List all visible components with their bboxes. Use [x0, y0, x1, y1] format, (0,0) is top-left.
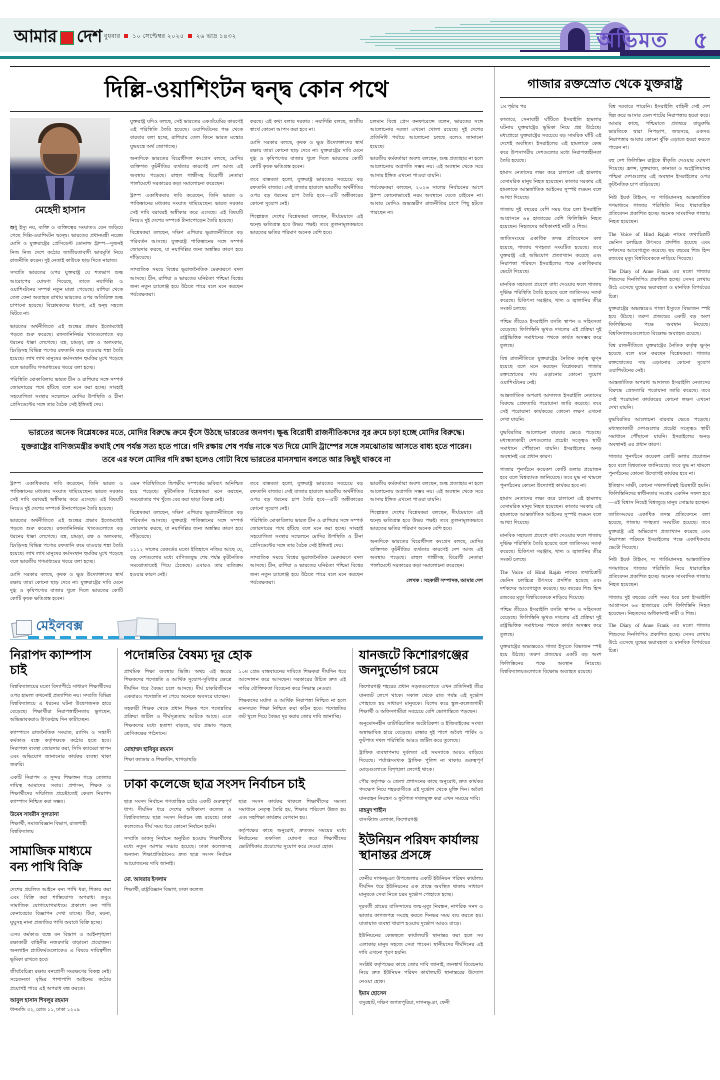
letters-grid	[10, 648, 483, 1015]
lead-paragraph: ভারতীয় কর্মকর্তারা অবশ্য বলছেন, শুল্ক প্রত্যাহার না হলে আলোচনায় অগ্রগতি সম্ভব নয়। এই অবস্থান থেকে সরে আসার ইঙ্গিত এখনো পাওয়া যায়নি।	[370, 156, 483, 179]
right-column-1	[500, 103, 602, 680]
lead-paragraph: তবে বাস্তবতা হলো, যুক্তরাষ্ট্র ভারতের সবচেয়ে বড় রফতানি বাজার। সেই বাজার হারালে ভারতীয় অর্থনীতির ওপর বড় ধরনের চাপ তৈরি হবে—এটি অস্বীকারের কোনো সুযোগ নেই।	[250, 481, 363, 512]
lead-headline-rule	[10, 111, 483, 112]
right-paragraph: মানবিক সহায়তা প্রবেশে বাধা দেওয়ার ফলে গাজায় দুর্ভিক্ষ পরিস্থিতি তৈরি হয়েছে বলে জাতিসংঘ সতর্ক করেছে। চিকিৎসা সরঞ্জাম, খাদ্য ও জ্বালানির তীব্র সংকট চলছে।	[499, 532, 602, 564]
letter-paragraph: ছাত্র সংসদ নির্বাচন গণতান্ত্রিক চর্চার একটি গুরুত্বপূর্ণ ধাপ। দীর্ঘদিন ধরে দেশের অধিকাংশ কলেজ ও বিশ্ববিদ্যালয়ে ছাত্র সংসদ নির্বাচন বন্ধ রয়েছে। ঢাকা কলেজেও দীর্ঘ সময় ধরে কোনো নির্বাচন হয়নি।	[124, 799, 232, 830]
newspaper-logo[interactable]	[14, 24, 102, 52]
right-paragraph: গাজায় দুই বছরের বেশি সময় ধরে চলা ইসরাইলি আগ্রাসনে ৬৪ হাজারের বেশি ফিলিস্তিনি নিহত হয়েছেন। নিহতদের অধিকাংশই নারী ও শিশু।	[608, 594, 711, 617]
right-paragraph: মানবিক সহায়তা প্রবেশে বাধা দেওয়ার ফলে গাজায় দুর্ভিক্ষ পরিস্থিতি তৈরি হয়েছে বলে জাতিসংঘ সতর্ক করেছে। চিকিৎসা সরঞ্জাম, খাদ্য ও জ্বালানির তীব্র সংকট চলছে।	[499, 281, 602, 313]
right-paragraph: কাতারে, সেনাবাহী ঘাঁটিতে ইসরাইলি হামলার ঘটনায় যুক্তরাষ্ট্রের ভূমিকা নিয়ে প্রশ্ন উঠেছে। মধ্যপ্রাচ্যে যুক্তরাষ্ট্রের সবচেয়ে বড় সামরিক ঘাঁটি এই দেশেই অবস্থিত। ইসরাইলের এই হামলাকে কেন্দ্র করে উপসাগরীয় দেশগুলোর মধ্যে নিরাপত্তাহীনতা তৈরি হয়েছে।	[499, 116, 602, 164]
lead-paragraph: ১১১২ সালের রেকর্ডের মতো ইতিহাসে নজির আছে যে, বড় দেশগুলোর মধ্যে বাণিজ্যযুদ্ধ শেষ পর্যন্ত কূটনৈতিক সমঝোতাতেই গিয়ে ঠেকেছে। এবারও তার ব্যতিক্রম হওয়ার কারণ নেই।	[130, 546, 243, 578]
pull-quote: ভারতের অনেক বিশ্লেষকের মতে, মোদির বিরুদ্ধে ক্রমে ফুঁসে উঠছে ভারতের জনগণ। ক্ষুব্ধ বিরোধী রাজনীতিকদের সুর ক্রমে চড়া হচ্ছে মোদির বিরুদ্ধে। যুক্তরাষ্ট্রের বাণিজ্যমন্ত্রীর কথাই শেষ পর্যন্ত সত্য হতে পারে। গদি রক্ষায় শেষ পর্যন্ত নাকে খত দিয়ে মোদি ট্রাম্পের সঙ্গে সমঝোতায় আসতে বাধ্য হতে পারেন। তবে এর ফলে মোদির গদি রক্ষা হলেও গোটা বিশ্বে ভারতের মানসম্মান বলতে আর কিছুই থাকবে না	[10, 419, 483, 473]
dateline-gregorian: ১০ সেপ্টেম্বর ২০২৫	[132, 33, 185, 40]
letter-paragraph: ফেনীর দাগনভূঞা উপজেলার একটি ইউনিয়ন পরিষদ কার্যালয় দীর্ঘদিন ধরে ইউনিয়নের এক প্রান্তে অবস্থিত থাকায় সাধারণ মানুষকে সেবা নিতে চরম দুর্ভোগ পোহাতে হচ্ছে।	[359, 875, 483, 898]
lead-paragraph: এমন পরিস্থিতিতে দ্বিপক্ষীয় সম্পর্কের ভবিষ্যৎ অনিশ্চিত হয়ে পড়েছে। কূটনৈতিক বিশ্লেষকরা মনে করছেন, সমঝোতার পথ খুঁজে বের করা ছাড়া বিকল্প নেই।	[130, 481, 243, 504]
letter-signature	[10, 998, 111, 1015]
lead-paragraph: চলমান বিশ্বে প্রেস কনফারেন্সে বলেন, ভারতের সঙ্গে আলোচনার দরজা এখনো খোলা রয়েছে। দুই দেশের প্রতিনিধি পর্যায়ে আলোচনা চলছে বলেও জানানো হয়েছে।	[370, 119, 483, 150]
lead-column-3	[250, 118, 363, 413]
author-credit: লেখক : সহকারী সম্পাদক, আমার দেশ	[406, 577, 483, 584]
lead-paragraph: বিশ্লেষকরা বলছেন, দক্ষিণ এশিয়ার ভূরাজনীতিতে বড় পরিবর্তন আসছে। যুক্তরাষ্ট্র পাকিস্তানের সঙ্গে সম্পর্ক জোরদার করছে, যা নয়াদিল্লির জন্য অস্বস্তির কারণ হয়ে দাঁড়িয়েছে।	[130, 509, 243, 541]
letter-author-name: মো. আবরার ইসলাম	[124, 877, 167, 884]
lead-bottom-column-1	[10, 480, 123, 608]
lead-bottom-column-3	[250, 480, 363, 608]
lead-paragraph: মোদি সরকার বলছে, কৃষক ও ক্ষুদ্র উদ্যোক্তাদের স্বার্থ রক্ষায় তারা কোনো ছাড় দেবে না। যুক্তরাষ্ট্রের দাবি মেনে দুগ্ধ ও কৃষিপণ্যের বাজার খুলে দিলে ভারতের কোটি কোটি কৃষক ক্ষতিগ্রস্ত হবেন।	[250, 139, 363, 171]
letter-author-address: শিক্ষার্থী, রাষ্ট্রবিজ্ঞান বিভাগ, ঢাকা কলেজ	[124, 886, 204, 893]
mailbox-header	[10, 617, 483, 643]
letter-paragraph: সম্প্রতি ডাকসু নির্বাচন অনুষ্ঠিত হওয়ায় শিক্ষার্থীদের মধ্যে নতুন আশার সঞ্চার হয়েছে। ঢাকা কলেজসহ অন্যান্য শিক্ষাপ্রতিষ্ঠানেও দ্রুত ছাত্র সংসদ নির্বাচন আয়োজনের দাবি জানাই।	[124, 836, 232, 867]
letter-paragraph: শিক্ষকদের মর্যাদা ও আর্থিক নিরাপত্তা নিশ্চিত না হলে মানসম্মত শিক্ষা নিশ্চিত করা কঠিন হবে। পদোন্নতির জট খুলে দিয়ে বৈষম্য দূর করার জোর দাবি জানাচ্ছি।	[238, 698, 346, 721]
lead-paragraph: অন্যদিকে ভারতের বিরোধীদল কংগ্রেস বলছে, মোদির ব্যক্তিগত কূটনীতির ব্যর্থতার কারণেই দেশ আজ এই অবস্থায় পড়েছে। রাহুল গান্ধীসহ বিরোধী নেতারা পার্লামেন্টে সরকারের কড়া সমালোচনা করেছেন।	[370, 538, 483, 570]
mailbox-label: মেইলবক্স	[36, 617, 84, 633]
lead-paragraph: শিল্পোন্নত দেশের বিশ্লেষকরা বলছেন, দীর্ঘমেয়াদে এই দ্বন্দ্বে ক্ষতিগ্রস্ত হবে উভয় পক্ষই। তবে তুলনামূলকভাবে ভারতের ক্ষতির পরিমাণ অনেক বেশি হবে।	[370, 509, 483, 533]
right-paragraph: গাজায় দুই বছরের বেশি সময় ধরে চলা ইসরাইলি আগ্রাসনে ৬৪ হাজারের বেশি ফিলিস্তিনি নিহত হয়েছেন। নিহতদের অধিকাংশই নারী ও শিশু।	[499, 207, 602, 230]
letter-title: নিরাপদ ক্যাম্পাস চাই	[10, 647, 92, 677]
lead-bottom-column-2	[130, 480, 243, 608]
letter-author-name: উমেষ সাবরীন সুলতানা	[10, 811, 59, 818]
letter-author-name: আবুল হাসান শিবলুর রহমান	[10, 997, 69, 1004]
author-name: মেহেদী হাসান	[34, 206, 86, 217]
lead-paragraph: ভারতের অর্থনীতিতে এই শুল্কের প্রভাব ইতোমধ্যেই পড়তে শুরু করেছে। রফতানিনির্ভর খাতগুলোতে বড় ধরনের ধাক্কা লেগেছে। বস্ত্র, চামড়া, রত্ন ও অলংকার, চিংড়িসহ বিভিন্ন পণ্যের রফতানি কমে যাওয়ার শঙ্কা তৈরি হয়েছে। লাখ লাখ মানুষের কর্মসংস্থান হুমকির মুখে পড়েছে বলে ভারতীয় গণমাধ্যমের খবরে বলা হচ্ছে।	[10, 518, 123, 565]
author-photo	[10, 118, 110, 200]
right-paragraph: The Diary of Anne Frank এর মতো গাজার শিশুদের দিনলিপিও প্রকাশিত হচ্ছে। সেসব লেখায় উঠে এসেছে যুদ্ধের ভয়াবহতা ও মানবিক বিপর্যয়ের চিত্র।	[608, 623, 711, 654]
right-paragraph: যুদ্ধবিরতির আলোচনা বারবার ভেঙে পড়েছে। মধ্যস্থতাকারী দেশগুলোর প্রচেষ্টা সত্ত্বেও স্থায়ী সমাধানে পৌঁছানো যায়নি। ইসরাইলের অনড় অবস্থানই এর প্রধান কারণ।	[608, 417, 711, 448]
lead-paragraph: পরিস্থিতি মোকাবিলায় ভারত চীন ও রাশিয়ার সঙ্গে সম্পর্ক জোরদারের পথে হাঁটছে বলে মনে করা হচ্ছে। সাংহাই সহযোগিতা সংস্থার সম্মেলনে মোদির উপস্থিতি ও চীনা প্রেসিডেন্টের সঙ্গে তার বৈঠক সেই ইঙ্গিতই দেয়।	[250, 518, 363, 549]
right-paragraph: বিশ্ব দরবারে পারেনি। ইসরাইলি বাহিনী সেই দেশ ছিন্ন করে আসার ডেল শাটের নিরাপত্তার হয়রা করে। আমার কাছে, পশ্চিমাতে প্রতম্বরে বাড়ুরুদ্ধি ভারতিকে দ্বারা নিপড়াপ, জন্মসরে, একসঙ নিরাপত্তার আবার কোনো ঝুঁকি এড়াতে হয়রা করতে পারেন না।	[608, 104, 711, 152]
lead-bottom-column-4	[370, 480, 483, 608]
letter-author-address: শিক্ষার্থী, সমাজবিজ্ঞান বিভাগ, রাজশাহী বিশ্ববিদ্যালয়	[10, 821, 87, 835]
page-body	[0, 66, 720, 1015]
letter-two-col	[124, 798, 346, 872]
letter-paragraph: ক্যাম্পাসে রাজনৈতিক সংঘাত, র‍্যাগিং ও সন্ত্রাসী কর্মকাণ্ড বন্ধে কর্তৃপক্ষকে কঠোর হতে হবে। নিরাপত্তা ব্যবস্থা জোরদার করা, সিসি ক্যামেরা স্থাপন এবং অভিযোগ জানানোর কার্যকর ব্যবস্থা থাকা জরুরি।	[10, 729, 111, 769]
letter-paragraph: জীববৈচিত্র্য রক্ষায় বন্যপ্রাণী সংরক্ষণের বিকল্প নেই। সচেতনতা বৃদ্ধির পাশাপাশি আইনের কঠোর প্রয়োগই পারে এই অপরাধ বন্ধ করতে।	[10, 969, 111, 992]
letter-paragraph: একটি নিরাপদ ও সুন্দর শিক্ষাঙ্গন গড়ে তোলার দায়িত্ব আমাদের সবার। প্রশাসন, শিক্ষক ও শিক্ষার্থীদের সম্মিলিত প্রচেষ্টাতেই কেবল নিরাপদ ক্যাম্পাস নিশ্চিত করা সম্ভব।	[10, 774, 111, 806]
lead-paragraph: অন্যদিকে ভারতের বিরোধীদল কংগ্রেস বলছে, মোদির ব্যক্তিগত কূটনীতির ব্যর্থতার কারণেই দেশ আজ এই অবস্থায় পড়েছে। রাহুল গান্ধীসহ বিরোধী নেতারা পার্লামেন্টে সরকারের কড়া সমালোচনা করেছেন।	[130, 156, 243, 187]
letter-paragraph: কর্তৃপক্ষের কাছে অনুরোধ, দ্রুততম সময়ের মধ্যে নির্বাচনের তফসিল ঘোষণা করে শিক্ষার্থীদের ভোটাধিকার প্রয়োগের সুযোগ করে দেওয়া হোক।	[238, 827, 346, 851]
letter-paragraph: অনুমোদনহীন ব্যাটারিচালিত অটোরিকশা ও ইজিবাইকের সংখ্যা অস্বাভাবিক হারে বেড়েছে। রাস্তার দুই পাশে অবৈধ পার্কিং ও ফুটপাত দখল পরিস্থিতি আরও জটিল করে তুলেছে।	[359, 721, 483, 744]
letter-two-col	[124, 668, 346, 742]
letter-separator-rule	[124, 770, 346, 771]
letter-paragraph: পৌর কর্তৃপক্ষ ও জেলা প্রশাসনের কাছে অনুরোধ, দ্রুত কার্যকর পদক্ষেপ নিয়ে শহরবাসীকে এই দুর্ভোগ থেকে মুক্তি দিন। অবৈধ যানবাহন নিয়ন্ত্রণ ও ফুটপাত দখলমুক্ত করা এখন সময়ের দাবি।	[359, 779, 483, 802]
letter-author-address: বসুরহাট, দক্ষিণ জগতপুরিয়া, দাগনভূঞা, ফেনী	[359, 1000, 450, 1007]
letter-author-address: ধানমন্ডি ৩২, রোড ১১, ঢাকা ১২০৯	[10, 1007, 80, 1014]
letter-signature	[10, 812, 111, 837]
right-paragraph: পশ্চিম তীরেও ইসরাইলি বসতি স্থাপন ও সহিংসতা বেড়েছে। ফিলিস্তিনি ভূখণ্ড দখলের এই প্রক্রিয়া দুই রাষ্ট্রভিত্তিক সমাধানের পথকে কার্যত অসম্ভব করে তুলছে।	[499, 318, 602, 350]
lead-paragraph: সম্প্রতি ভারতের ওপর যুক্তরাষ্ট্র যে শতভাগ শুল্ক আরোপের ঘোষণা দিয়েছে, তাতে নয়াদিল্লি ও ওয়াশিংটনের সম্পর্ক নতুন মাত্রা পেয়েছে। রাশিয়া থেকে তেল কেনা অব্যাহত রাখায় ভারতের ওপর অতিরিক্ত শুল্ক চাপানো হয়েছে। বিশ্লেষকদের ধারণা, এই দ্বন্দ্ব সহজে মিটবে না।	[10, 270, 123, 318]
right-paragraph: হামাস নেতাদের লক্ষ্য করে চালানো এই হামলায় বেসামরিক মানুষ নিহত হয়েছেন। কাতার সরকার এই হামলাকে আন্তর্জাতিক আইনের সুস্পষ্ট লঙ্ঘন বলে আখ্যা দিয়েছে।	[499, 170, 602, 201]
masthead-underline-inner	[0, 59, 720, 60]
lead-paragraph: ভারতের অর্থনীতিতে এই শুল্কের প্রভাব ইতোমধ্যেই পড়তে শুরু করেছে। রফতানিনির্ভর খাতগুলোতে বড় ধরনের ধাক্কা লেগেছে। বস্ত্র, চামড়া, রত্ন ও অলংকার, চিংড়িসহ বিভিন্ন পণ্যের রফতানি কমে যাওয়ার শঙ্কা তৈরি হয়েছে। লাখ লাখ মানুষের কর্মসংস্থান হুমকির মুখে পড়েছে বলে ভারতীয় গণমাধ্যমের খবরে বলা হচ্ছে।	[10, 323, 123, 371]
lead-paragraph: ট্রাম্প একাধিকবার দাবি করেছেন, তিনি ভারত ও পাকিস্তানের মধ্যকার সংঘাত থামিয়েছেন। ভারত সরকার সেই দাবি বরাবরই অস্বীকার করে এসেছে। এই বিষয়টি নিয়েও দুই দেশের সম্পর্কে টানাপোড়েন তৈরি হয়েছে।	[10, 481, 123, 512]
lead-headline: দিল্লি-ওয়াশিংটন দ্বন্দ্ব কোন পথে	[104, 77, 389, 102]
letter-title-rule	[359, 869, 483, 870]
right-headline: গাজার রক্তস্রোত থেকে যুক্তরাষ্ট্র	[527, 77, 683, 91]
right-paragraph: গাজার পুনর্গঠনে কয়েকশ কোটি ডলার প্রয়োজন হবে বলে বিশ্বব্যাংক জানিয়েছে। তবে যুদ্ধ না থামলে পুনর্গঠনের কোনো উদ্যোগই কার্যকর হবে না।	[608, 454, 711, 477]
right-headline-rule	[500, 97, 710, 98]
letter-paragraph: বিশ্ববিদ্যালয়ের মতো বিদ্যাপীঠে সাধারণ শিক্ষার্থীদের ওপর হামলা কখনোই প্রত্যাশিত নয়। সম্প্রতি বিভিন্ন বিশ্ববিদ্যালয়ে এ ধরনের ঘটনা উদ্বেগজনক হারে বেড়েছে। শিক্ষার্থীরা নিরাপত্তাহীনতায় ভুগছেন, অভিভাবকরাও উৎকণ্ঠায় দিন কাটাচ্ছেন।	[10, 684, 111, 724]
letter-paragraph: ছাত্র সংসদ কার্যকর থাকলে শিক্ষার্থীদের সমস্যা সমাধানে নেতৃত্ব তৈরি হয়, শিক্ষার পরিবেশ উন্নত হয় এবং সহশিক্ষা কার্যক্রম বেগবান হয়।	[238, 799, 346, 822]
lead-paragraph: বিশ্লেষকরা বলছেন, দক্ষিণ এশিয়ার ভূরাজনীতিতে বড় পরিবর্তন আসছে। যুক্তরাষ্ট্র পাকিস্তানের সঙ্গে সম্পর্ক জোরদার করছে, যা নয়াদিল্লির জন্য অস্বস্তির কারণ হয়ে দাঁড়িয়েছে।	[130, 230, 243, 261]
lead-paragraph: সাম্প্রতিক সময়ে বিশ্বের ভূরাজনৈতিক মেরুকরণে বদল আসছে। চীন, রাশিয়া ও ভারতের ঘনিষ্ঠতা পশ্চিমা বিশ্বের জন্য নতুন চ্যালেঞ্জ হয়ে উঠতে পারে বলে মনে করছেন পর্যবেক্ষকরা।	[130, 267, 243, 298]
letter-paragraph: ট্রাফিক ব্যবস্থাপনায় দুর্বলতা এই সমস্যাকে আরও বাড়িয়ে দিয়েছে। পর্যাপ্তসংখ্যক ট্রাফিক পুলিশ না থাকায় গুরুত্বপূর্ণ মোড়গুলোতে বিশৃঙ্খলা লেগেই থাকে।	[359, 750, 483, 773]
main-vertical-divider	[494, 67, 495, 1015]
letters-column-1	[10, 648, 117, 1015]
lead-paragraph: করছে। এই কথা বলার দরকার : নয়াদিল্লি বলছে, জাতীয় স্বার্থে কোনো আপস করা হবে না।	[250, 119, 363, 134]
right-paragraph: বহু দেশ ফিলিস্তিন রাষ্ট্রকে স্বীকৃতি দেওয়ার ঘোষণা দিয়েছে। ফ্রান্স, যুক্তরাজ্য, কানাডা ও অস্ট্রেলিয়াসহ পশ্চিমা দেশগুলোর এই অবস্থান ইসরাইলের ওপর কূটনৈতিক চাপ বাড়িয়েছে।	[608, 157, 711, 189]
lead-paragraph: শিল্পোন্নত দেশের বিশ্লেষকরা বলছেন, দীর্ঘমেয়াদে এই দ্বন্দ্বে ক্ষতিগ্রস্ত হবে উভয় পক্ষই। তবে তুলনামূলকভাবে ভারতের ক্ষতির পরিমাণ অনেক বেশি হবে।	[250, 214, 363, 237]
right-paragraph: পশ্চিম তীরেও ইসরাইলি বসতি স্থাপন ও সহিংসতা বেড়েছে। ফিলিস্তিনি ভূখণ্ড দখলের এই প্রক্রিয়া দুই রাষ্ট্রভিত্তিক সমাধানের পথকে কার্যত অসম্ভব করে তুলছে।	[499, 607, 602, 638]
letter-paragraph: সহকারী শিক্ষক থেকে প্রধান শিক্ষক পদে পদোন্নতির প্রক্রিয়া জটিল ও দীর্ঘসূত্রতায় আটকে আছে। এতে শিক্ষকদের মধ্যে হতাশা বাড়ছে, যার প্রভাব পড়ছে শ্রেণিকক্ষের পাঠদানে।	[124, 706, 232, 737]
letters-column-3	[359, 648, 483, 1015]
letter-paragraph: সংশ্লিষ্ট কর্তৃপক্ষের কাছে জোর দাবি জানাই, জনস্বার্থ বিবেচনায় নিয়ে দ্রুত ইউনিয়ন পরিষদ কার্যালয়টি স্থানান্তরের উদ্যোগ নেওয়া হোক।	[359, 962, 483, 985]
letter-author-name: মোহাম্মদ হাবিবুর রহমান	[124, 747, 174, 754]
logo-square-icon	[60, 31, 74, 45]
letter-paragraph: এসব কর্মকাণ্ড বন্ধে বন বিভাগ ও আইনশৃঙ্খলা রক্ষাকারী বাহিনীর নজরদারি বাড়ানো প্রয়োজন। অনলাইন প্ল্যাটফর্মগুলোকেও এ বিষয়ে দায়িত্বশীল ভূমিকা রাখতে হবে।	[10, 932, 111, 963]
right-column-2	[609, 103, 711, 680]
letter-signature	[359, 808, 483, 825]
lead-paragraph: সাম্প্রতিক সময়ে বিশ্বের ভূরাজনৈতিক মেরুকরণে বদল আসছে। চীন, রাশিয়া ও ভারতের ঘনিষ্ঠতা পশ্চিমা বিশ্বের জন্য নতুন চ্যালেঞ্জ হয়ে উঠতে পারে বলে মনে করছেন পর্যবেক্ষকরা।	[250, 555, 363, 586]
right-paragraph: যুদ্ধবিরতির আলোচনা বারবার ভেঙে পড়েছে। মধ্যস্থতাকারী দেশগুলোর প্রচেষ্টা সত্ত্বেও স্থায়ী সমাধানে পৌঁছানো যায়নি। ইসরাইলের অনড় অবস্থানই এর প্রধান কারণ।	[499, 429, 602, 461]
right-paragraph: আন্তর্জাতিক অপরাধ আদালত ইসরাইলি নেতাদের বিরুদ্ধে গ্রেফতারি পরোয়ানা জারি করেছে। তবে সেই পরোয়ানা কার্যকরের কোনো লক্ষণ এখনো দেখা যায়নি।	[608, 380, 711, 411]
letter-paragraph: দূরবর্তী গ্রামের বাসিন্দাদের জন্ম-মৃত্যু নিবন্ধন, নাগরিক সনদ ও ভাতার কাগজপত্র সংগ্রহ করতে দিনভর সময় ব্যয় করতে হয়। যাতায়াত ব্যবস্থা খারাপ হওয়ায় দুর্ভোগ আরও বাড়ে।	[359, 904, 483, 927]
lead-paragraph: পর্যবেক্ষকরা বলছেন, ২০২৬ সালের নির্বাচনের আগে ট্রাম্প কোনোভাবেই নরম অবস্থানে যেতে চাইবেন না। আবার মোদিও অভ্যন্তরীণ রাজনীতির চাপে পিছু হটতে পারছেন না।	[370, 185, 483, 216]
letters-divider	[117, 648, 118, 1015]
right-paragraph: The Diary of Anne Frank এর মতো গাজার শিশুদের দিনলিপিও প্রকাশিত হচ্ছে। সেসব লেখায় উঠে এসেছে যুদ্ধের ভয়াবহতা ও মানবিক বিপর্যয়ের চিত্র।	[608, 269, 711, 300]
right-paragraph: গাজার পুনর্গঠনে কয়েকশ কোটি ডলার প্রয়োজন হবে বলে বিশ্বব্যাংক জানিয়েছে। তবে যুদ্ধ না থামলে পুনর্গঠনের কোনো উদ্যোগই কার্যকর হবে না।	[499, 466, 602, 490]
letter-paragraph: ১০ম গ্রেড বাস্তবায়নের দাবিতে শিক্ষকরা দীর্ঘদিন ধরে আন্দোলন করে আসছেন। সরকারের উচিত দ্রুত এই দাবির যৌক্তিকতা বিবেচনা করে সিদ্ধান্ত নেওয়া।	[238, 669, 346, 692]
mail-icon	[12, 620, 32, 636]
right-paragraph: যুক্তরাষ্ট্রের অভ্যন্তরেও গাজা ইস্যুতে বিভাজন স্পষ্ট হয়ে উঠছে। তরুণ প্রজন্মের একটি বড় অংশ ফিলিস্তিনের পক্ষে অবস্থান নিয়েছে। বিশ্ববিদ্যালয়গুলোতে বিক্ষোভ অব্যাহত রয়েছে।	[608, 306, 711, 337]
lead-paragraph: যুক্তরাষ্ট্র যদিও বলছে, সেই ভারতের একগুঁয়েমির কারণেই এই পরিস্থিতি তৈরি হয়েছে। ওয়াশিংটনের পক্ষ থেকে বারবার বলা হচ্ছে, রাশিয়ার তেল কিনে ভারত মস্কোর যুদ্ধযন্ত্রে অর্থ জোগাচ্ছে।	[130, 119, 243, 150]
letter-signature	[124, 877, 346, 894]
letter-title-rule	[10, 880, 111, 881]
letter-paragraph: প্রাথমিক শিক্ষা ব্যবস্থার ভিত্তি। অথচ এই স্তরের শিক্ষকদের পদোন্নতি ও আর্থিক সুযোগ-সুবিধার ক্ষেত্রে দীর্ঘদিন ধরে বৈষম্য চলে আসছে। দীর্ঘ চাকরিজীবনে একবারও পদোন্নতি না পেয়ে অনেকে অবসরে যাচ্ছেন।	[124, 669, 232, 700]
section-title: অভিমত	[596, 28, 668, 52]
masthead	[0, 0, 720, 62]
dateline-day: বুধবার	[104, 33, 121, 40]
dateline-bangla: ২৬ ভাদ্র ১৪৩২	[196, 33, 237, 40]
lead-paragraph: তবে বাস্তবতা হলো, যুক্তরাষ্ট্র ভারতের সবচেয়ে বড় রফতানি বাজার। সেই বাজার হারালে ভারতীয় অর্থনীতির ওপর বড় ধরনের চাপ তৈরি হবে—এটি অস্বীকারের কোনো সুযোগ নেই।	[250, 176, 363, 208]
right-paragraph: যুক্তরাষ্ট্রের অভ্যন্তরেও গাজা ইস্যুতে বিভাজন স্পষ্ট হয়ে উঠছে। তরুণ প্রজন্মের একটি বড় অংশ ফিলিস্তিনের পক্ষে অবস্থান নিয়েছে। বিশ্ববিদ্যালয়গুলোতে বিক্ষোভ অব্যাহত রয়েছে।	[499, 644, 602, 675]
dateline	[104, 31, 236, 42]
dateline-dot-icon	[124, 34, 128, 38]
main-area	[10, 67, 710, 1015]
right-paragraph: The Voice of Hind Rajab নামের তথ্যচিত্রটি ভেনিস চলচ্চিত্র উৎসবে প্রদর্শিত হয়েছে এবং দর্শকদের আবেগাপ্লুত করেছে। ছয় বছরের শিশু হিন্দ রজবের মৃত্যু বিশ্ববিবেককে নাড়িয়ে দিয়েছে।	[608, 231, 711, 263]
right-paragraph: নিউ ইয়র্ক টাইমস, দ্য গার্ডিয়ানসহ আন্তর্জাতিক গণমাধ্যমে গাজার পরিস্থিতি নিয়ে ধারাবাহিক প্রতিবেদন প্রকাশিত হচ্ছে। অনেক সাংবাদিক গাজায় নিহত হয়েছেন।	[608, 557, 711, 588]
right-paragraph: হামাস নেতাদের লক্ষ্য করে চালানো এই হামলায় বেসামরিক মানুষ নিহত হয়েছেন। কাতার সরকার এই হামলাকে আন্তর্জাতিক আইনের সুস্পষ্ট লঙ্ঘন বলে আখ্যা দিয়েছে।	[499, 495, 602, 527]
lead-paragraph: ভারতীয় কর্মকর্তারা অবশ্য বলছেন, শুল্ক প্রত্যাহার না হলে আলোচনায় অগ্রগতি সম্ভব নয়। এই অবস্থান থেকে সরে আসার ইঙ্গিত এখনো পাওয়া যায়নি।	[370, 481, 483, 504]
papers-icon	[118, 618, 180, 636]
letter-paragraph: দেশের প্রচলিত আইনে বন্য পাখি ধরা, শিকার করা এবং বিক্রি করা শাস্তিযোগ্য অপরাধ। তবুও সামাজিক যোগাযোগমাধ্যমে প্রকাশ্যে বন্য পাখি কেনাবেচার বিজ্ঞাপন দেখা যাচ্ছে। টিয়া, ময়না, ঘুঘুসহ নানা প্রজাতির পাখি অবাধে বিক্রি হচ্ছে।	[10, 886, 111, 926]
letter-author-address: বাসস্ট্যান্ড এলাকা, কিশোরগঞ্জ	[359, 817, 418, 824]
letter-signature	[124, 747, 346, 764]
letter-author-name: মাহমুদ শাহীন	[359, 807, 386, 814]
lead-article	[10, 67, 489, 1015]
right-paragraph: ১ম পৃষ্ঠার পর	[499, 104, 527, 111]
letter-title: পদোন্নতির বৈষম্য দূর হোক	[124, 647, 252, 662]
right-paragraph: বিশ্ব রাজনীতিতে যুক্তরাষ্ট্রের নৈতিক কর্তৃত্ব ক্ষুণ্ন হয়েছে বলে মনে করছেন বিশ্লেষকরা। গাজার রক্তস্রোতের দায় এড়ানোর কোনো সুযোগ ওয়াশিংটনের নেই।	[608, 343, 711, 374]
right-article	[500, 67, 710, 1015]
letter-author-name: ইমাম হোসেন	[359, 990, 387, 997]
lead-paragraph: ট্রাম্প একাধিকবার দাবি করেছেন, তিনি ভারত ও পাকিস্তানের মধ্যকার সংঘাত থামিয়েছেন। ভারত সরকার সেই দাবি বরাবরই অস্বীকার করে এসেছে। এই বিষয়টি নিয়েও দুই দেশের সম্পর্কে টানাপোড়েন তৈরি হয়েছে।	[130, 193, 243, 224]
mailbox-thin-rule	[10, 639, 483, 640]
lead-bottom-columns	[10, 480, 483, 608]
letter-title: যানজটে কিশোরগঞ্জের জনদুর্ভোগ চরমে	[359, 647, 469, 677]
page-number: ৫	[693, 28, 708, 53]
letter-paragraph: কিশোরগঞ্জ শহরের প্রধান সড়কগুলোতে এখন প্রতিদিনই তীব্র যানজট লেগে থাকে। সকাল থেকে রাত পর্যন্ত এই দুর্ভোগ পোহাতে হয় সাধারণ মানুষকে। বিশেষ করে স্কুল-কলেজগামী শিক্ষার্থী ও অফিসগামীরা সবচেয়ে বেশি ভোগান্তিতে পড়ছেন।	[359, 684, 483, 715]
letter-paragraph: ইউনিয়নের কেন্দ্রস্থলে কার্যালয়টি স্থানান্তর করা হলে সব এলাকার মানুষ সহজে সেবা পাবেন। স্থানীয়দের দীর্ঘদিনের এই দাবি এখনো পূরণ হয়নি।	[359, 933, 483, 956]
letter-title: ঢাকা কলেজে ছাত্র সংসদ নির্বাচন চাই	[124, 777, 305, 792]
lead-column-2	[130, 118, 243, 413]
lead-paragraph: মোদি সরকার বলছে, কৃষক ও ক্ষুদ্র উদ্যোক্তাদের স্বার্থ রক্ষায় তারা কোনো ছাড় দেবে না। যুক্তরাষ্ট্রের দাবি মেনে দুগ্ধ ও কৃষিপণ্যের বাজার খুলে দিলে ভারতের কোটি কোটি কৃষক ক্ষতিগ্রস্ত হবেন।	[10, 571, 123, 603]
lead-top-columns	[10, 118, 483, 413]
right-paragraph: The Voice of Hind Rajab নামের তথ্যচিত্রটি ভেনিস চলচ্চিত্র উৎসবে প্রদর্শিত হয়েছে এবং দর্শকদের আবেগাপ্লুত করেছে। ছয় বছরের শিশু হিন্দ রজবের মৃত্যু বিশ্ববিবেককে নাড়িয়ে দিয়েছে।	[499, 570, 602, 601]
right-paragraph: জাতিসংঘের একাধিক তদন্ত প্রতিবেদনে বলা হয়েছে, গাজায় গণহত্যা সংঘটিত হয়েছে। তবে যুক্তরাষ্ট্র এই অভিযোগ প্রত্যাখ্যান করেছে এবং নিরাপত্তা পরিষদে ইসরাইলের পক্ষে একাধিকবার ভেটো দিয়েছে।	[499, 236, 602, 276]
lead-paragraph: শুধু ইস্যু নয়, ব্যক্তি ও ব্যক্তিত্বের সংঘাতও যেন জড়িয়ে গেছে দিল্লি-ওয়াশিংটন দ্বন্দ্বে। ভারতের প্রধানমন্ত্রী নরেন্দ্র মোদি ও যুক্তরাষ্ট্রের প্রেসিডেন্ট ডোনাল্ড ট্রাম্প—দুজনই নিজ নিজ দেশে কঠোর জাতীয়তাবাদী ভাবমূর্তি নিয়ে রাজনীতি করেন। দুই নেতাই কাউকে ছাড় দিতে নারাজ।	[10, 225, 123, 264]
right-paragraph: ইতিহাস সাক্ষী, কোনো দখলদারিত্বই চিরস্থায়ী হয়নি। ফিলিস্তিনিদের স্বাধীনতার সংগ্রাম একদিন সফল হবে—এই বিশ্বাস নিয়েই বিশ্বজুড়ে মানুষ সোচ্চার হচ্ছেন।	[608, 483, 711, 506]
letters-column-2	[124, 648, 352, 1015]
right-paragraph: জাতিসংঘের একাধিক তদন্ত প্রতিবেদনে বলা হয়েছে, গাজায় গণহত্যা সংঘটিত হয়েছে। তবে যুক্তরাষ্ট্র এই অভিযোগ প্রত্যাখ্যান করেছে এবং নিরাপত্তা পরিষদে ইসরাইলের পক্ষে একাধিকবার ভেটো দিয়েছে।	[608, 512, 711, 551]
lead-paragraph: পরিস্থিতি মোকাবিলায় ভারত চীন ও রাশিয়ার সঙ্গে সম্পর্ক জোরদারের পথে হাঁটছে বলে মনে করা হচ্ছে। সাংহাই সহযোগিতা সংস্থার সম্মেলনে মোদির উপস্থিতি ও চীনা প্রেসিডেন্টের সঙ্গে তার বৈঠক সেই ইঙ্গিতই দেয়।	[10, 377, 123, 408]
lead-column-1	[10, 118, 123, 413]
letter-signature	[359, 991, 483, 1008]
right-paragraph: আন্তর্জাতিক অপরাধ আদালত ইসরাইলি নেতাদের বিরুদ্ধে গ্রেফতারি পরোয়ানা জারি করেছে। তবে সেই পরোয়ানা কার্যকরের কোনো লক্ষণ এখনো দেখা যায়নি।	[499, 392, 602, 424]
right-paragraph: বিশ্ব রাজনীতিতে যুক্তরাষ্ট্রের নৈতিক কর্তৃত্ব ক্ষুণ্ন হয়েছে বলে মনে করছেন বিশ্লেষকরা। গাজার রক্তস্রোতের দায় এড়ানোর কোনো সুযোগ ওয়াশিংটনের নেই।	[499, 355, 602, 387]
right-paragraph: নিউ ইয়র্ক টাইমস, দ্য গার্ডিয়ানসহ আন্তর্জাতিক গণমাধ্যমে গাজার পরিস্থিতি নিয়ে ধারাবাহিক প্রতিবেদন প্রকাশিত হচ্ছে। অনেক সাংবাদিক গাজায় নিহত হয়েছেন।	[608, 194, 711, 226]
right-columns	[500, 103, 710, 680]
logo-text-desh: দেশ	[76, 27, 102, 46]
letter-author-address: শিক্ষা ক্যাডার ও শিক্ষাবিদ, খাগড়াছড়ি	[124, 756, 197, 763]
lead-column-4	[370, 118, 483, 413]
letters-divider	[352, 648, 353, 1015]
letter-title: ইউনিয়ন পরিষদ কার্যালয় স্থানান্তর প্রসঙ্গে	[359, 832, 479, 863]
dateline-dot-icon	[188, 34, 192, 38]
author-block	[10, 118, 110, 221]
logo-text-amar: আমার	[14, 27, 57, 46]
letter-title: সামাজিক মাধ্যমে বন্য পাখি বিক্রি	[10, 844, 92, 874]
